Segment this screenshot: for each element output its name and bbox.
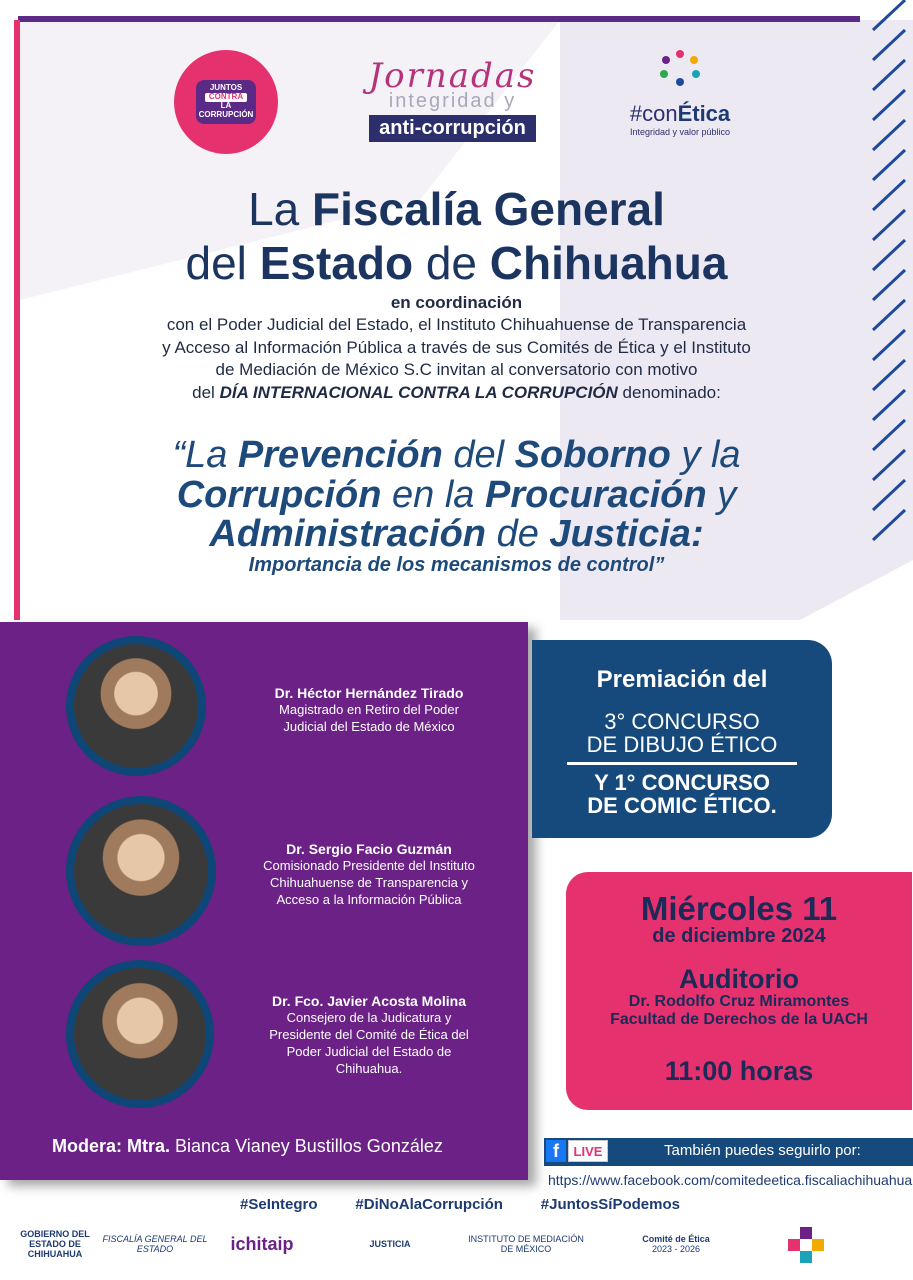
facebook-url-link[interactable]: https://www.facebook.com/comitedeetica.fiscaliachihuahua	[548, 1172, 913, 1188]
coordination-line: con el Poder Judicial del Estado, el Instituto Chihuahuense de Transparencia	[166, 315, 747, 335]
badge-text-contra: CONTRA	[205, 93, 247, 102]
live-badge: LIVE	[568, 1140, 608, 1162]
gobierno-logo: GOBIERNO DEL ESTADO DE CHIHUAHUA	[20, 1229, 90, 1259]
jornadas-subtitle: integridad y	[388, 90, 517, 112]
speaker-role: Chihuahua.	[335, 1060, 403, 1076]
speaker-photo	[66, 960, 214, 1108]
jornadas-pill: anti-corrupción	[369, 115, 536, 142]
conversatorio-subtitle: Importancia de los mecanismos de control”	[248, 553, 665, 576]
moderator-line: Modera: Mtra. Bianca Vianey Bustillos González	[52, 1136, 443, 1156]
speaker-name: Dr. Fco. Javier Acosta Molina	[272, 993, 466, 1009]
event-venue: Auditorio	[679, 964, 799, 994]
speaker-photo	[66, 636, 206, 776]
speaker-info	[234, 684, 504, 736]
follow-text: También puedes seguirlo por:	[664, 1142, 861, 1159]
speaker-role: Consejero de la Judicatura y	[286, 1010, 452, 1026]
badge-text-bottom: LA CORRUPCIÓN	[198, 101, 254, 119]
speaker-role: Magistrado en Retiro del Poder	[279, 702, 459, 718]
title-line-2: del Estado de Chihuahua	[185, 237, 728, 289]
jornadas-script: Jornadas	[368, 56, 537, 96]
footer-logos	[0, 1220, 913, 1276]
event-venue-line: Dr. Rodolfo Cruz Miramontes	[628, 993, 850, 1010]
event-details-card	[566, 872, 912, 1110]
coordination-paragraph	[90, 292, 823, 404]
fiscalia-logo: FISCALÍA GENERAL DEL ESTADO	[102, 1234, 208, 1254]
speaker-info	[234, 840, 504, 909]
speaker-card	[66, 796, 534, 946]
conetica-tagline: Integridad y valor público	[629, 127, 731, 137]
speaker-role: Chihuahuense de Transparencia y	[269, 875, 469, 891]
event-date: de diciembre 2024	[652, 925, 826, 947]
speaker-role: Presidente del Comité de Ética del	[269, 1027, 469, 1043]
conversatorio-title: “La Prevención del Soborno y la Corrupción en la Procuración y Administración de Justicia: Importancia de los mecanismos de control”	[60, 436, 853, 575]
speaker-role: Poder Judicial del Estado de	[286, 1043, 452, 1059]
juntos-contra-corrupcion-badge	[174, 50, 278, 154]
speaker-role: Comisionado Presidente del Instituto	[263, 858, 475, 874]
top-accent-bar	[18, 16, 860, 22]
ichitaip-logo: ichitaip	[230, 1234, 294, 1255]
speaker-card	[66, 960, 534, 1110]
event-day: Miércoles 11	[640, 890, 838, 927]
hashtag: #DiNoAlaCorrupción	[355, 1196, 503, 1213]
comite-prevencion-logo	[776, 1220, 836, 1270]
hashtag: #JuntosSíPodemos	[540, 1196, 680, 1213]
speaker-name: Dr. Héctor Hernández Tirado	[274, 685, 464, 701]
follow-bar	[544, 1138, 913, 1166]
awards-divider	[567, 762, 797, 765]
coordination-head: en coordinación	[390, 293, 523, 312]
speaker-photo	[66, 796, 216, 946]
awards-card	[532, 640, 832, 838]
conetica-hashtag: #conÉtica	[629, 101, 731, 126]
facebook-icon[interactable]: f	[546, 1140, 566, 1162]
coordination-line: del DÍA INTERNACIONAL CONTRA LA CORRUPCIÓN denominado:	[192, 382, 721, 402]
awards-comic: Y 1° CONCURSO DE COMIC ÉTICO.	[587, 770, 777, 819]
jornadas-logo	[330, 56, 575, 152]
badge-text-top: JUNTOS	[209, 83, 243, 93]
hashtags	[240, 1196, 680, 1213]
badge-center	[196, 80, 256, 124]
coordination-line: de Mediación de México S.C invitan al conversatorio con motivo	[215, 360, 698, 380]
event-time: 11:00 horas	[664, 1055, 814, 1086]
conetica-logo	[620, 48, 740, 148]
event-venue-line: Facultad de Derechos de la UACH	[610, 1011, 868, 1029]
speaker-role: Acceso a la Información Pública	[276, 891, 462, 907]
speaker-info	[234, 992, 504, 1078]
hashtag: #SeIntegro	[240, 1196, 318, 1213]
comite-etica-logo: Comité de Ética 2023 - 2026	[642, 1234, 710, 1254]
speaker-role: Judicial del Estado de México	[283, 719, 455, 735]
left-accent-bar	[14, 20, 20, 620]
comite-prevencion-icon	[786, 1225, 826, 1265]
coordination-line: y Acceso al Información Pública a través de sus Comités de Ética y el Instituto	[162, 337, 751, 357]
conetica-people-icon	[654, 48, 706, 88]
title-line-1: La Fiscalía General	[248, 183, 665, 235]
awards-drawing: 3° CONCURSO DE DIBUJO ÉTICO	[586, 709, 778, 758]
justicia-logo: JUSTICIA	[369, 1239, 411, 1250]
speaker-card	[66, 636, 534, 786]
speaker-name: Dr. Sergio Facio Guzmán	[286, 841, 452, 857]
mediacion-logo: INSTITUTO DE MEDIACIÓN DE MÉXICO	[468, 1234, 584, 1254]
awards-heading: Premiación del	[596, 666, 768, 693]
